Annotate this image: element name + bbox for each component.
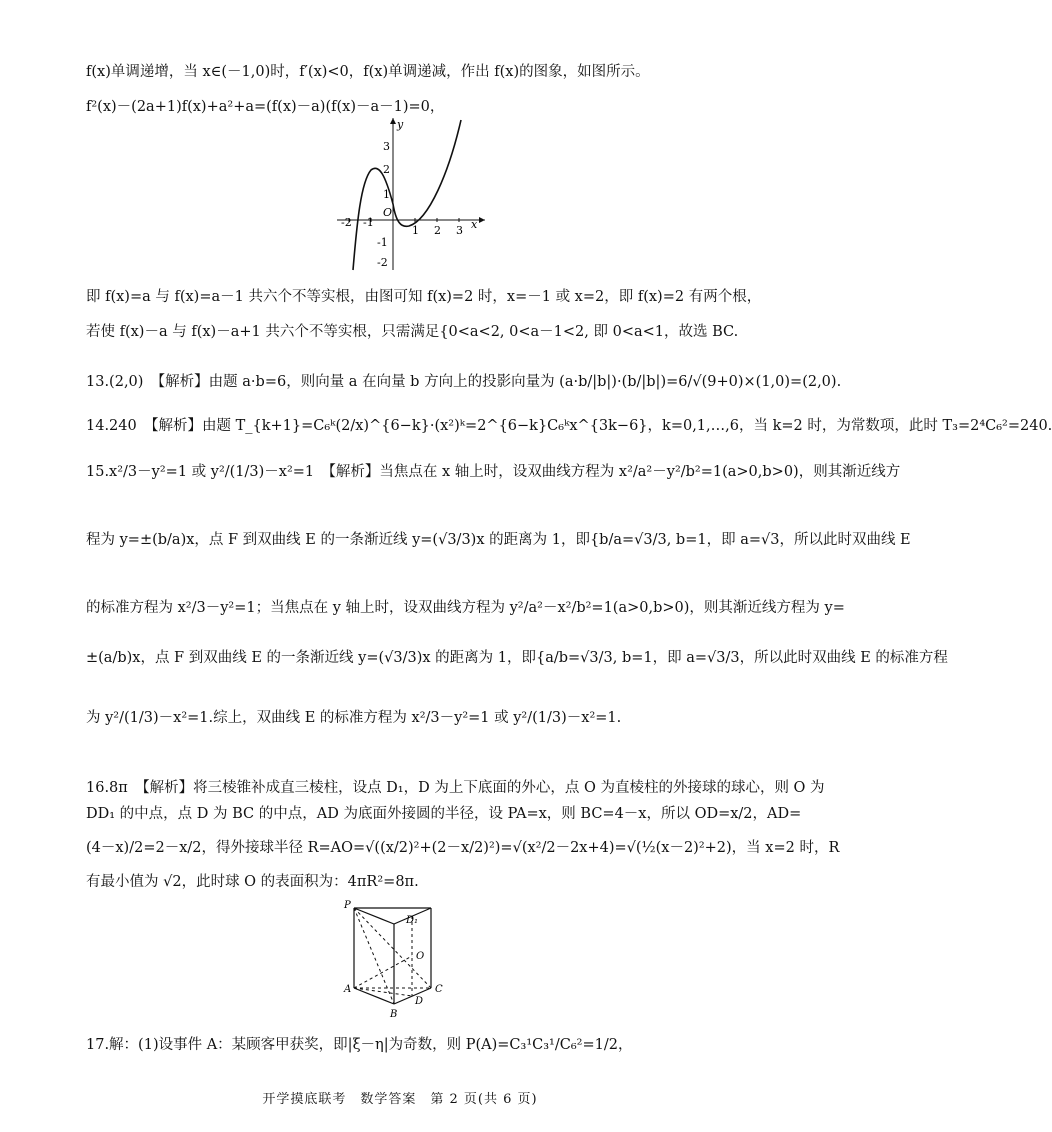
text-line-3: 即 f(x)=a 与 f(x)=a－1 共六个不等实根，由图可知 f(x)=2 时，x=－1 或 x=2，即 f(x)=2 有两个根， <box>86 289 762 305</box>
label-A: A <box>344 984 352 995</box>
label-D1: D₁ <box>406 915 419 926</box>
text-line-11: 为 y²/(1/3)－x²=1.综上，双曲线 E 的标准方程为 x²/3－y²=1 或 y²/(1/3)－x²=1. <box>86 710 622 726</box>
text-line-12: 16.8π 【解析】将三棱锥补成直三棱柱，设点 D₁，D 为上下底面的外心，点 O 为直棱柱的外接球的球心，则 O 为 <box>86 780 825 796</box>
y-tick-label: 1 <box>383 188 390 201</box>
origin-label: O <box>383 206 393 219</box>
x-tick-label: -1 <box>363 216 374 229</box>
text-line-7: 15.x²/3－y²=1 或 y²/(1/3)－x²=1 【解析】当焦点在 x 轴上时，设双曲线方程为 x²/a²－y²/b²=1(a>0,b>0)，则其渐近线方 <box>86 464 901 480</box>
x-axis-label: x <box>471 218 478 231</box>
text-line-10: ±(a/b)x，点 F 到双曲线 E 的一条渐近线 y=(√3/3)x 的距离为 1，即{a/b=√3/3, b=1，即 a=√3/3，所以此时双曲线 E 的标准方程 <box>86 650 948 666</box>
x-tick-label: 3 <box>456 224 463 237</box>
text-line-5: 13.(2,0) 【解析】由题 a·b=6，则向量 a 在向量 b 方向上的投影向量为 (a·b/|b|)·(b/|b|)=6/√(9+0)×(1,0)=(2,0). <box>86 374 842 390</box>
x-tick-label: 1 <box>412 224 419 237</box>
y-tick-label: 3 <box>383 140 390 153</box>
prism-figure <box>336 896 466 1020</box>
graph-y-arrow <box>390 118 396 124</box>
text-line-2: f²(x)－(2a+1)f(x)+a²+a=(f(x)－a)(f(x)－a－1)=0， <box>86 99 445 115</box>
label-C: C <box>435 984 443 995</box>
text-line-9: 的标准方程为 x²/3－y²=1；当焦点在 y 轴上时，设双曲线方程为 y²/a²－x²/b²=1(a>0,b>0)，则其渐近线方程为 y= <box>86 600 845 616</box>
x-tick-label: -2 <box>341 216 352 229</box>
label-B: B <box>390 1009 398 1020</box>
y-tick-label: -2 <box>377 256 388 269</box>
text-line-15: 有最小值为 √2，此时球 O 的表面积为：4πR²=8π. <box>86 874 419 890</box>
text-line-4: 若使 f(x)－a 与 f(x)－a+1 共六个不等实根，只需满足{0<a<2, 0<a－1<2, 即 0<a<1，故选 BC. <box>86 324 739 340</box>
text-line-13: DD₁ 的中点，点 D 为 BC 的中点，AD 为底面外接圆的半径，设 PA=x，则 BC=4－x，所以 OD=x/2，AD= <box>86 806 802 822</box>
label-P: P <box>344 900 351 911</box>
label-D: D <box>415 996 424 1007</box>
text-line-8: 程为 y=±(b/a)x，点 F 到双曲线 E 的一条渐近线 y=(√3/3)x 的距离为 1，即{b/a=√3/3, b=1，即 a=√3，所以此时双曲线 E <box>86 532 911 548</box>
text-line-6: 14.240 【解析】由题 T_{k+1}=C₆ᵏ(2/x)^{6−k}·(x²)ᵏ=2^{6−k}C₆ᵏx^{3k−6}，k=0,1,…,6，当 k=2 时，为常数项，此时 T₃=2⁴C₆²=240. <box>86 418 1052 434</box>
text-line-16: 17.解：(1)设事件 A：某顾客甲获奖，即|ξ－η|为奇数，则 P(A)=C₃¹C₃¹/C₆²=1/2， <box>86 1037 633 1053</box>
y-tick-label: -1 <box>377 236 388 249</box>
text-line-1: f(x)单调递增，当 x∈(－1,0)时，f′(x)<0，f(x)单调递减，作出 f(x)的图象，如图所示。 <box>86 64 650 80</box>
function-graph <box>325 112 495 272</box>
label-O: O <box>416 951 425 962</box>
y-tick-label: 2 <box>383 163 390 176</box>
text-line-14: (4－x)/2=2－x/2，得外接球半径 R=AO=√((x/2)²+(2－x/2)²)=√(x²/2－2x+4)=√(½(x－2)²+2)，当 x=2 时，R <box>86 840 840 856</box>
graph-curve <box>353 120 461 270</box>
x-tick-label: 2 <box>434 224 441 237</box>
page-footer: 开学摸底联考 数学答案 第 2 页(共 6 页) <box>262 1092 538 1107</box>
graph-x-arrow <box>479 217 485 223</box>
y-axis-label: y <box>397 118 404 131</box>
